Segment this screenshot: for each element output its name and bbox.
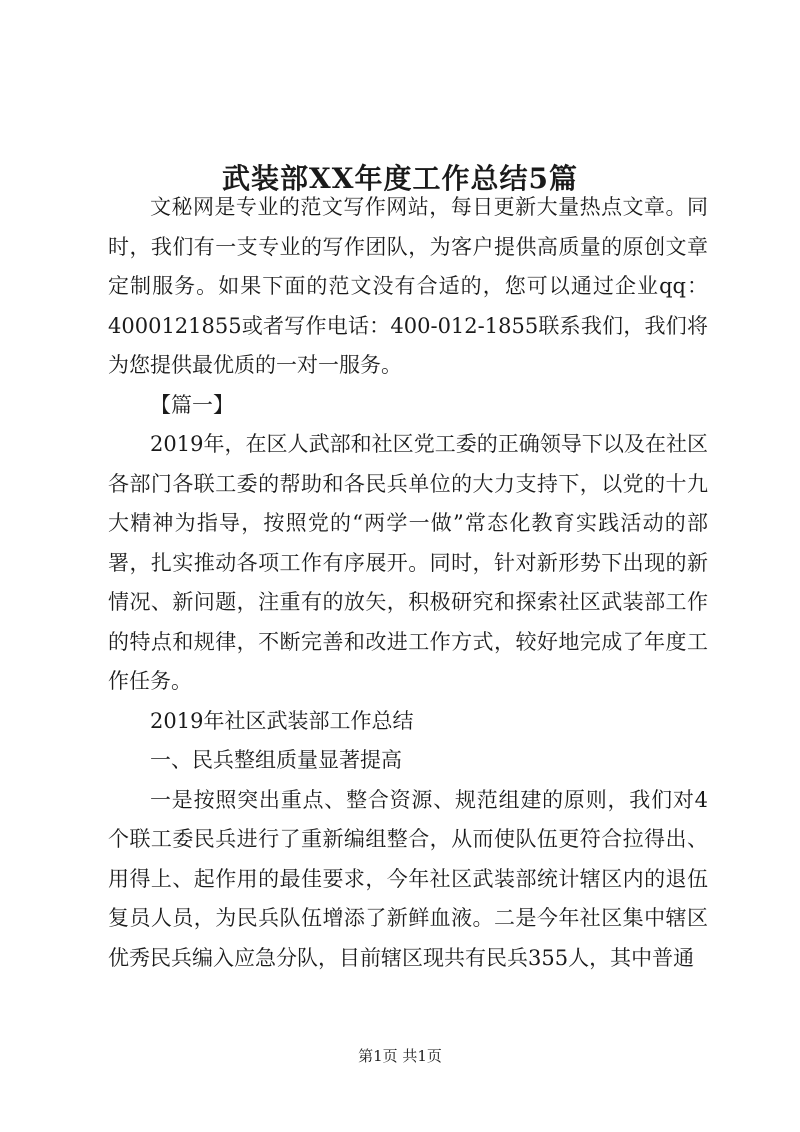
- militia-paragraph: 一是按照突出重点、整合资源、规范组建的原则，我们对4个联工委民兵进行了重新编组整合，从而使队伍更符合拉得出、用得上、起作用的最佳要求，今年社区武装部统计辖区内的退伍复员人员，为民兵队伍增添了新鲜血液。二是今年社区集中辖区优秀民兵编入应急分队，目前辖区现共有民兵355人，其中普通: [108, 787, 708, 970]
- section-heading-part-one: 【篇一】: [150, 392, 234, 417]
- summary-paragraph: 2019年，在区人武部和社区党工委的正确领导下以及在社区各部门各联工委的帮助和各民兵单位的大力支持下，以党的十九大精神为指导，按照党的“两学一做”常态化教育实践活动的部署，扎实推动各项工作有序展开。同时，针对新形势下出现的新情况、新问题，注重有的放矢，积极研究和探索社区武装部工作的特点和规律，不断完善和改进工作方式，较好地完成了年度工作任务。: [108, 432, 708, 693]
- intro-paragraph: 文秘网是专业的范文写作网站，每日更新大量热点文章。同时，我们有一支专业的写作团队，为客户提供高质量的原创文章定制服务。如果下面的范文没有合适的，您可以通过企业qq：4000121855或者写作电话：400-012-1855联系我们，我们将为您提供最优质的一对一服务。: [108, 195, 708, 377]
- section-heading-militia: 一、民兵整组质量显著提高: [150, 748, 402, 772]
- subtitle-paragraph: 2019年社区武装部工作总结: [150, 708, 414, 733]
- document-body: [108, 188, 708, 978]
- document-title: 武装部XX年度工作总结5篇: [222, 161, 578, 195]
- page-footer: 第1页 共1页: [358, 1047, 442, 1065]
